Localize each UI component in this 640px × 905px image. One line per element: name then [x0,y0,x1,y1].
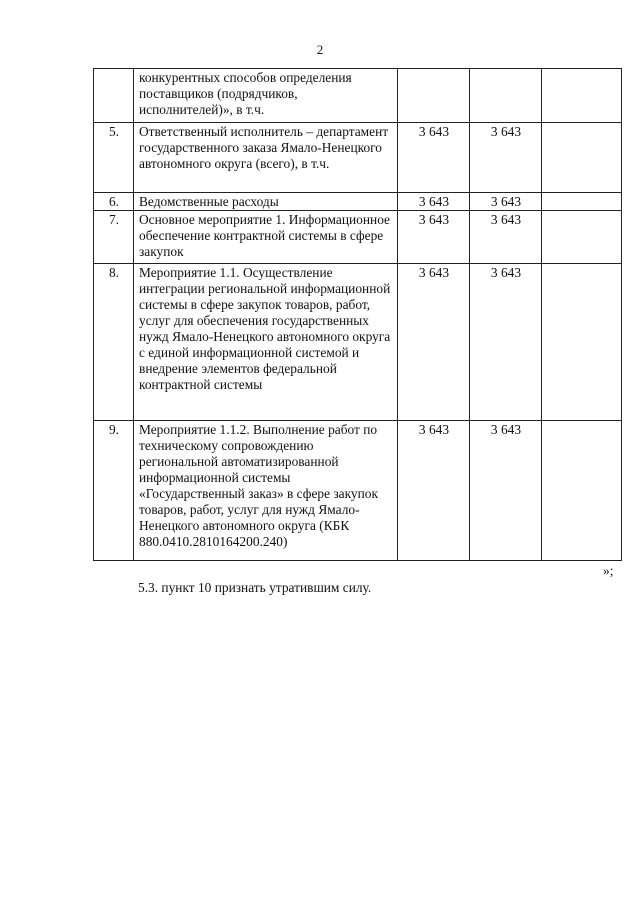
value-col-3 [542,123,622,193]
value-col-3 [542,211,622,264]
budget-table [93,68,622,561]
table-row [94,264,622,421]
value-col-1: 3 643 [398,193,470,211]
value-col-1 [398,69,470,123]
value-col-2: 3 643 [470,193,542,211]
value-col-3 [542,69,622,123]
table-row [94,123,622,193]
value-col-1: 3 643 [398,211,470,264]
value-col-3 [542,193,622,211]
value-col-2: 3 643 [470,123,542,193]
row-description: Мероприятие 1.1. Осуществление интеграции региональной информационной системы в сфере закупок товаров, работ, услуг для обеспечения государственных нужд Ямало-Ненецкого автономного округа с единой информационной системой и внедрение элементов федеральной контрактной системы [134,264,398,421]
row-description: Ведомственные расходы [134,193,398,211]
row-number: 8. [94,264,134,421]
table-row [94,211,622,264]
row-number: 6. [94,193,134,211]
value-col-1: 3 643 [398,264,470,421]
row-number: 7. [94,211,134,264]
value-col-1: 3 643 [398,123,470,193]
row-description: Ответственный исполнитель – департамент государственного заказа Ямало-Ненецкого автономного округа (всего), в т.ч. [134,123,398,193]
value-col-2: 3 643 [470,211,542,264]
closing-quote-mark: »; [603,563,614,578]
value-col-2: 3 643 [470,264,542,421]
value-col-3 [542,264,622,421]
row-description: Основное мероприятие 1. Информационное обеспечение контрактной системы в сфере закупок [134,211,398,264]
row-number: 5. [94,123,134,193]
paragraph-5-3: 5.3. пункт 10 признать утратившим силу. [138,580,372,595]
value-col-3 [542,421,622,561]
value-col-2: 3 643 [470,421,542,561]
row-description: Мероприятие 1.1.2. Выполнение работ по техническому сопровождению региональной автоматизированной информационной системы «Государственный заказ» в сфере закупок товаров, работ, услуг для нужд Ямало-Ненецкого автономного округа (КБК 880.0410.2810164200.240) [134,421,398,561]
page-number: 2 [316,42,324,57]
table-row [94,193,622,211]
table-row [94,421,622,561]
row-number: 9. [94,421,134,561]
value-col-2 [470,69,542,123]
value-col-1: 3 643 [398,421,470,561]
table-row [94,69,622,123]
row-number [94,69,134,123]
row-description: конкурентных способов определения поставщиков (подрядчиков, исполнителей)», в т.ч. [134,69,398,123]
